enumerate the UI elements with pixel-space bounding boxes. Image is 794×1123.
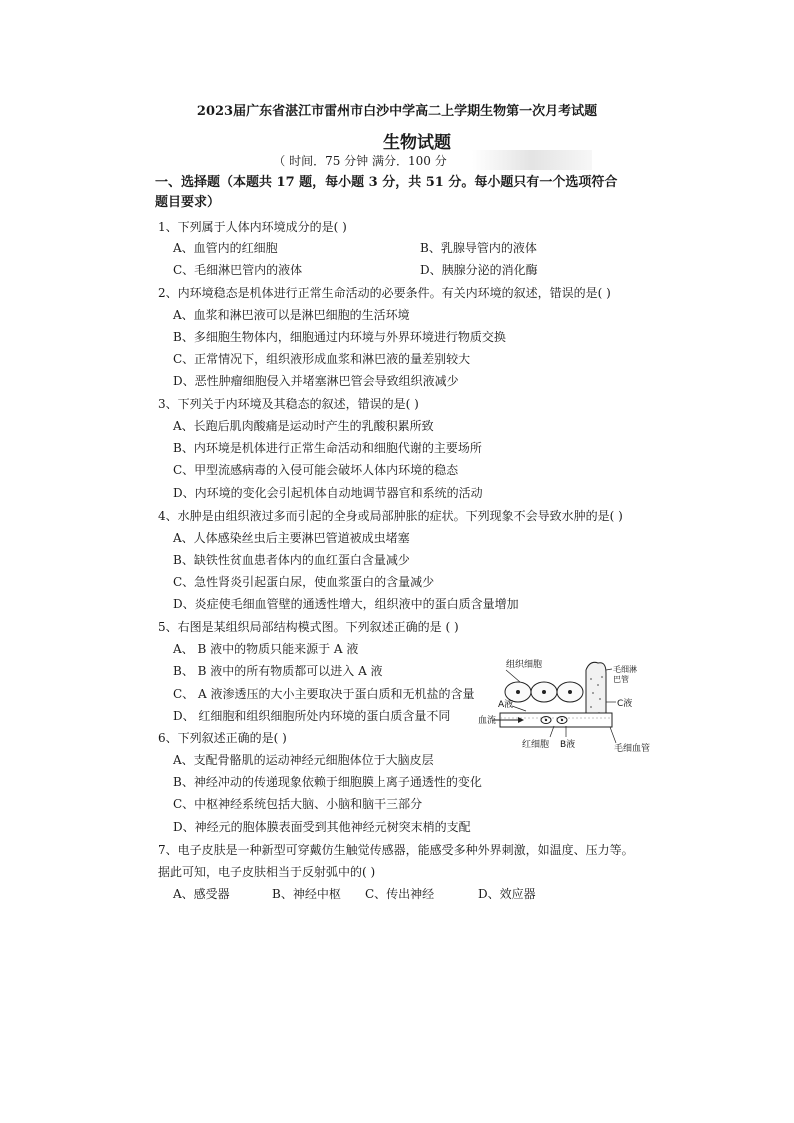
option: B、多细胞生物体内，细胞通过内环境与外界环境进行物质交换 — [173, 330, 506, 344]
option: C、正常情况下，组织液形成血浆和淋巴液的量差别较大 — [173, 352, 471, 366]
question-stem: 4、水肿是由组织液过多而引起的全身或局部肿胀的症状。下列现象不会导致水肿的是( ) — [158, 509, 623, 523]
option: A、 B 液中的物质只能来源于 A 液 — [173, 642, 359, 656]
question-stem: 6、下列叙述正确的是( ) — [158, 731, 287, 745]
option: B、内环境是机体进行正常生命活动和细胞代谢的主要场所 — [173, 441, 482, 455]
option: B、乳腺导管内的液体 — [420, 241, 537, 255]
question-stem: 5、右图是某组织局部结构模式图。下列叙述正确的是 ( ) — [158, 620, 459, 634]
fig-label-lymph-1: 毛细淋 — [613, 665, 637, 674]
time-score-line: （ 时间．75 分钟 满分．100 分 — [273, 154, 447, 168]
option: B、神经冲动的传递现象依赖于细胞膜上离子通透性的变化 — [173, 775, 482, 789]
fig-label-b-liquid: B液 — [560, 740, 576, 750]
fig-label-c-liquid: C液 — [617, 699, 633, 709]
exam-title: 2023届广东省湛江市雷州市白沙中学高二上学期生物第一次月考试题 — [196, 104, 598, 119]
question-stem: 2、内环境稳态是机体进行正常生命活动的必要条件。有关内环境的叙述，错误的是( ) — [158, 286, 611, 300]
section-heading: 一、选择题（本题共 17 题，每小题 3 分，共 51 分。每小题只有一个选项符合 — [155, 175, 618, 190]
option: D、神经元的胞体膜表面受到其他神经元树突末梢的支配 — [173, 820, 471, 834]
option: A、人体感染丝虫后主要淋巴管道被成虫堵塞 — [173, 531, 410, 545]
question-stem: 7、电子皮肤是一种新型可穿戴仿生触觉传感器，能感受多种外界刺激，如温度、压力等。 — [158, 843, 634, 857]
option: D、炎症使毛细血管壁的通透性增大，组织液中的蛋白质含量增加 — [173, 597, 519, 611]
option: A、长跑后肌肉酸痛是运动时产生的乳酸积累所致 — [173, 419, 434, 433]
option: A、血浆和淋巴液可以是淋巴细胞的生活环境 — [173, 308, 410, 322]
section-heading-cont: 题目要求） — [155, 195, 221, 210]
fig-label-tissue-cell: 组织细胞 — [506, 660, 543, 670]
scan-smudge — [472, 150, 592, 170]
fig-label-lymph-2: 巴管 — [613, 675, 629, 684]
question-stem: 1、下列属于人体内环境成分的是( ) — [158, 220, 347, 234]
option: C、传出神经 — [365, 887, 435, 901]
option: A、支配骨骼肌的运动神经元细胞体位于大脑皮层 — [173, 753, 434, 767]
option: C、甲型流感病毒的入侵可能会破坏人体内环境的稳态 — [173, 463, 459, 477]
option: D、 红细胞和组织细胞所处内环境的蛋白质含量不同 — [173, 709, 451, 723]
fig-label-blood-capillary: 毛细血管 — [614, 744, 651, 754]
option: D、效应器 — [478, 887, 536, 901]
option: B、缺铁性贫血患者体内的血红蛋白含量减少 — [173, 553, 410, 567]
option: C、中枢神经系统包括大脑、小脑和脑干三部分 — [173, 797, 423, 811]
option: C、 A 液渗透压的大小主要取决于蛋白质和无机盐的含量 — [173, 687, 475, 701]
option: A、感受器 — [173, 887, 230, 901]
option: C、急性肾炎引起蛋白尿，使血浆蛋白的含量减少 — [173, 575, 435, 589]
option: B、 B 液中的所有物质都可以进入 A 液 — [173, 664, 383, 678]
tissue-structure-figure — [478, 655, 688, 755]
option: D、内环境的变化会引起机体自动地调节器官和系统的活动 — [173, 486, 483, 500]
subject-title: 生物试题 — [383, 133, 451, 153]
question-stem: 3、下列关于内环境及其稳态的叙述，错误的是( ) — [158, 397, 419, 411]
option: B、神经中枢 — [272, 887, 341, 901]
fig-label-red-cell: 红细胞 — [522, 740, 550, 750]
option: D、胰腺分泌的消化酶 — [420, 263, 538, 277]
option: A、血管内的红细胞 — [173, 241, 278, 255]
fig-label-blood-flow: 血流 — [478, 716, 497, 726]
question-stem-cont: 据此可知，电子皮肤相当于反射弧中的( ) — [158, 865, 376, 879]
fig-label-a-liquid: A液 — [498, 700, 514, 710]
option: D、恶性肿瘤细胞侵入并堵塞淋巴管会导致组织液减少 — [173, 374, 459, 388]
option: C、毛细淋巴管内的液体 — [173, 263, 303, 277]
